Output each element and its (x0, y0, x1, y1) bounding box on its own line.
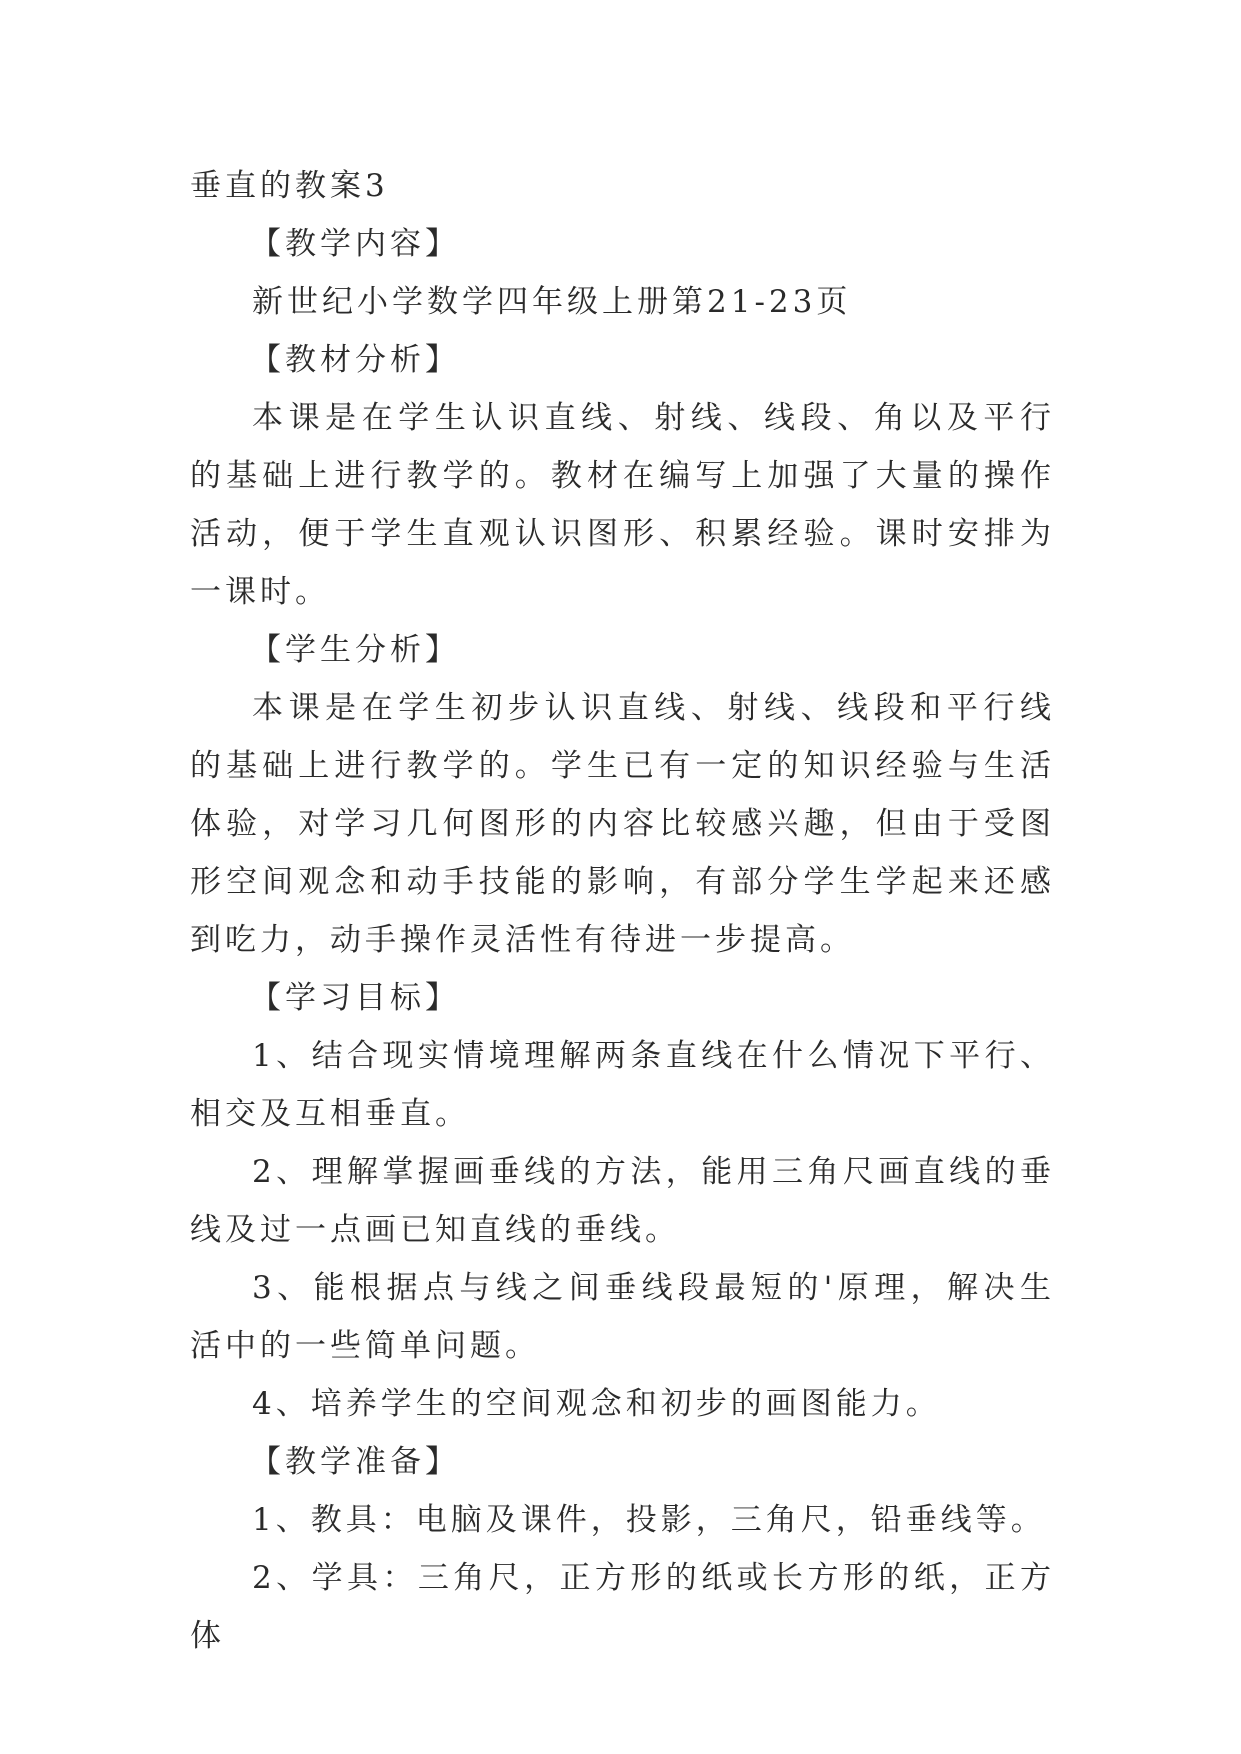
section-heading-teaching-preparation: 【教学准备】 (250, 1444, 460, 1480)
document-body (190, 157, 1055, 1665)
goal-item-4: 4、培养学生的空间观念和初步的画图能力。 (252, 1386, 941, 1422)
document-title: 垂直的教案3 (190, 168, 389, 204)
section-heading-learning-goals: 【学习目标】 (250, 980, 460, 1016)
preparation-item-1: 1、教具：电脑及课件，投影，三角尺，铅垂线等。 (252, 1502, 1046, 1538)
section-heading-teaching-content: 【教学内容】 (250, 226, 460, 262)
paragraph-student-analysis: 本课是在学生初步认识直线、射线、线段和平行线的基础上进行教学的。学生已有一定的知识经验与生活体验，对学习几何图形的内容比较感兴趣，但由于受图形空间观念和动手技能的影响，有部分学生学起来还感到吃力，动手操作灵活性有待进一步提高。 (190, 690, 1055, 958)
section-heading-material-analysis: 【教材分析】 (250, 342, 460, 378)
preparation-item-2: 2、学具：三角尺，正方形的纸或长方形的纸，正方体 (190, 1560, 1055, 1654)
paragraph-textbook-pages: 新世纪小学数学四年级上册第21-23页 (252, 284, 852, 320)
goal-item-3: 3、能根据点与线之间垂线段最短的'原理，解决生活中的一些简单问题。 (190, 1270, 1055, 1364)
goal-item-1: 1、结合现实情境理解两条直线在什么情况下平行、相交及互相垂直。 (190, 1038, 1055, 1132)
section-heading-student-analysis: 【学生分析】 (250, 632, 460, 668)
goal-item-2: 2、理解掌握画垂线的方法，能用三角尺画直线的垂线及过一点画已知直线的垂线。 (190, 1154, 1055, 1248)
paragraph-material-analysis: 本课是在学生认识直线、射线、线段、角以及平行的基础上进行教学的。教材在编写上加强了大量的操作活动，便于学生直观认识图形、积累经验。课时安排为一课时。 (190, 400, 1055, 610)
